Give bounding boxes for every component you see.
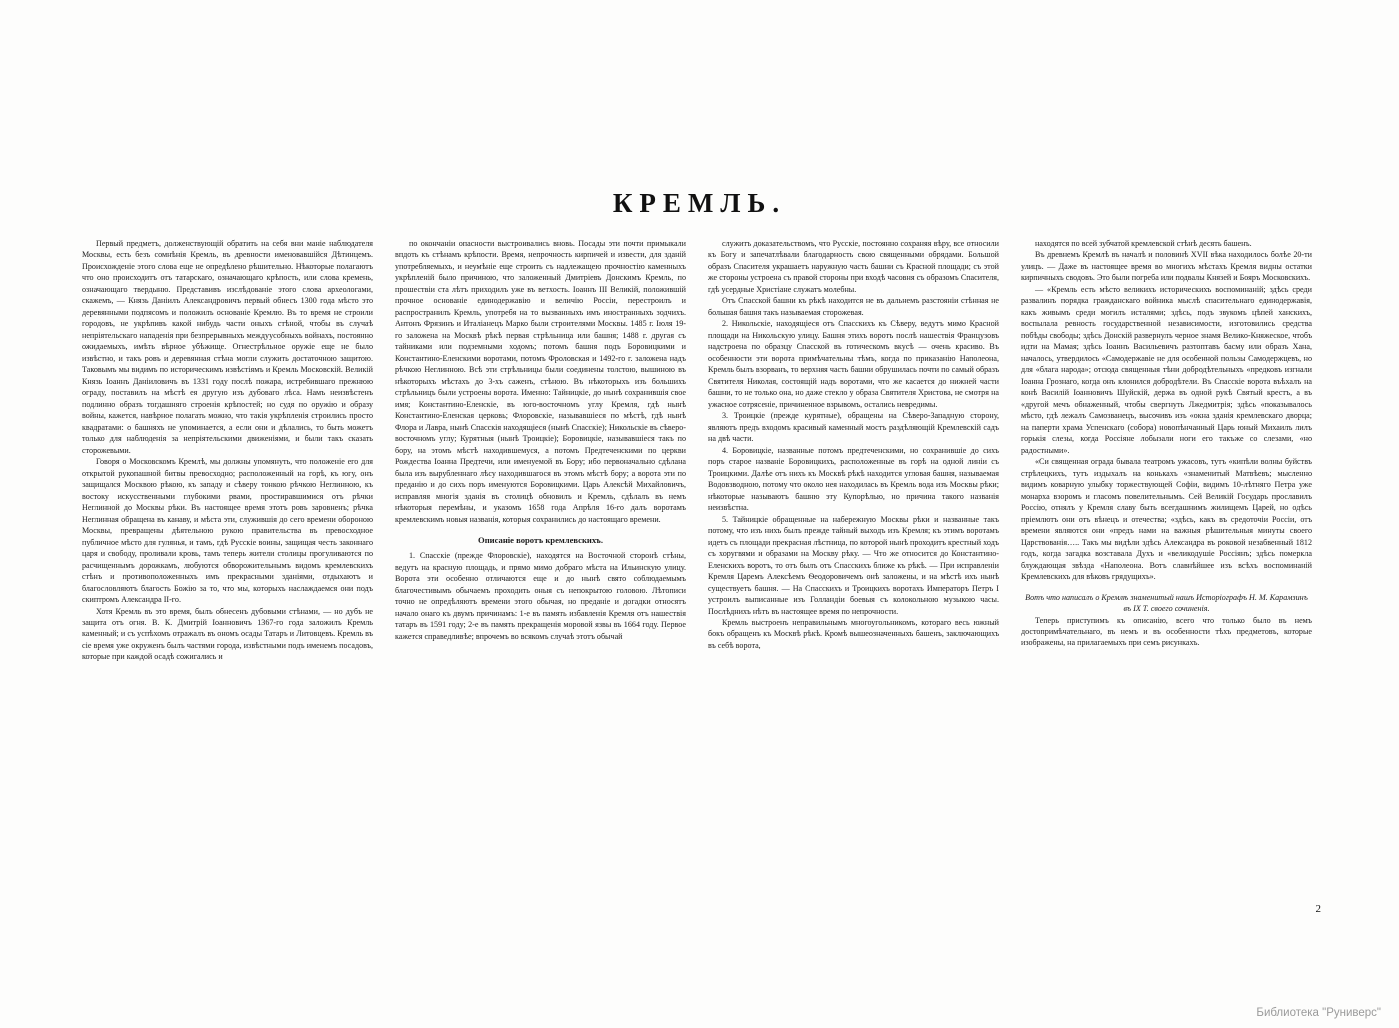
body-paragraph: Первый предметъ, долженствующiй обратить на себя вни манiе наблюдателя Москвы, есть безъ сомнѣнiя Кремль, въ древности именовавшiйся Дѣтинцемъ. Происхожденiе этого слова еще не опредѣлено рѣшительно. Нѣкоторые полагаютъ что оно происходитъ отъ татарскаго, означающаго крѣпость, или слова кремень, означающаго твердыню. Представивъ изслѣдованiе этого слова археологами, скажемъ, — Князь Данiилъ Александровичъ первый обнесъ 1300 года мѣсто это деревянными подпясомъ и положилъ основанiе Кремлю. Въ то время не строили городовъ, не укрѣпивъ какой нибудь части оныхъ стѣной, чтобы въ случаѣ непрiятельскаго нападенiя при безпрерывныхъ междуусобныхъ войнахъ, постоянно ожидаемыхъ, имѣть вѣрное убѣжище. Огнестрѣльное оружiе еще не было извѣстно, и такъ ровъ и деревянная стѣна могли служить достаточною защитою. Таковымъ мы видимъ по историческимъ извѣстiямъ и Кремль Московскiй. Великiй Князь Iоаннъ Данiиловичъ въ 1331 году послѣ пожара, истребившаго прежнюю ограду, поставилъ на мѣстѣ ея другую изъ дубоваго лѣса. Намъ неизвѣстенъ подлинно образъ тогдашняго строенiя крѣпостей; но судя по оружiю и образу войны, кажется, навѣрное полагать можно, что такiя укрѣпленiя строились просто квадратами: о башняхъ не упоминается, а если они и дѣлались, то быть можетъ только для наблюденiя за непрiятельскими движенiями, и были такъ сказать сторожевыми. bbox=[82, 239, 373, 455]
body-paragraph: Хотя Кремль въ это время, былъ обнесенъ дубовыми стѣнами, — но дубъ не защита отъ огня. В. К. Дмитрiй Iоанновичъ 1367-го года заложилъ Кремль каменный; и съ успѣхомъ отражалъ въ ономъ осады Татаръ и Литовцевъ. Кремль въ сiе время уже окруженъ былъ частями города, извѣстными подъ именемъ посадовъ, которые при каждой осадѣ сожигались и bbox=[82, 606, 373, 662]
body-paragraph: Въ древнемъ Кремлѣ въ началѣ и половинѣ XVII вѣка находилось болѣе 20-ти улицъ. — Даже въ настоящее время во многихъ мѣстахъ Кремля видны остатки кирпичныхъ сводовъ. Это были погреба или подвалы Князей и Бояръ Московскихъ. bbox=[1021, 250, 1312, 283]
body-paragraph: — «Кремль есть мѣсто великихъ историческихъ воспоминанiй; здѣсь среди развалинъ порядка гражданскаго войника мыслѣ спасительнаго единодержавiя, какъ живымъ среди могилъ исталями; здѣсь, подъ звукомъ цѣпей ханскихъ, воспылала ревность государственной независимости, изготовились средства побѣды свободы; здѣсь Донскiй развернулъ черное знамя Велико-Княжеское, чтобъ идти на Мамая; здѣсь Iоаннъ Васильевичъ разтоптавъ басму или образъ Хана, началось, утвердилось «Самодержавiе не для особенной пользы Самодержцевъ, но для «блага народа»; отсюда священныя тѣни добродѣтельныхъ «предковъ изгнали Iоанна Грознаго, когда онъ клонился добродѣтели. Въ Спасскiе ворота въѣхалъ на конѣ Василiй Iоанновичъ Шуйскiй, держа въ одной рукѣ Святый крестъ, а въ «другой мечъ обнаженный, чтобы свергнуть Лжедмитрiя; здѣсь «показывалось мѣсто, гдѣ лежалъ Самозванецъ, высочивъ изъ «окна зданiя кремлевскаго дворца; на паперти храма Успенскаго (собора) новопѣнчанный Царь юный Михаилъ лилъ горькiя слезы, когда Россiяне лобызали ноги его такъже со слезами, «но радостными». bbox=[1021, 284, 1312, 455]
section-heading: Описанiе воротъ кремлевскихъ. bbox=[478, 535, 603, 546]
body-paragraph: служитъ доказательствомъ, что Русскiе, постоянно сохраняя вѣру, все относили къ Богу и запечатлѣвали благодарность свою священными обрядами. Большой образъ Спасителя украшаетъ наружную часть башни съ Красной площади; съ этой же стороны устроена съ правой стороны при входѣ часовня съ образомъ Спасителя, гдѣ усердные Христiане служатъ молебны. bbox=[708, 239, 999, 294]
column-1 bbox=[82, 238, 373, 663]
body-paragraph: Кремль выстроенъ неправильнымъ многоугольникомъ, котораго весь южный бокъ обращенъ къ Москвѣ рѣкѣ. Кромѣ вышеозначенныхъ башенъ, заключающихъ въ себѣ ворота, bbox=[708, 617, 999, 650]
body-paragraph: «Си священная ограда бывала театромъ ужасовъ, тутъ «кипѣли волны буйствъ стрѣлецкихъ, тутъ издыхалъ на конькахъ «знаменитый Матвѣевъ; мысленно видимъ коварную улыбку торжествующей Софiи, видимъ 10-лѣтняго Петра уже монарха взоромъ и гласомъ повелительнымъ. Сей Великiй Государь прославилъ Россiю, отнялъ у Кремля славу быть всегдашнимъ жилищемъ Царей, но одѣсь прiемлютъ они отъ вѣнецъ и отечества; «здѣсь, какъ въ средоточiи Россiи, отъ времени являются они «предъ нами на важныя рѣшительныя минуты своего Царствованiя….. Такъ мы видѣли здѣсь Александра въ роковой незабвенный 1812 годъ, когда загадка возставала Духъ и «великодушiе Россiянъ; здѣсь померкла блуждающая звѣзда «Наполеона. Вотъ славнѣйшее изъ всѣхъ воспоминанiй Кремлевскихъ для вѣковъ грядущихъ». bbox=[1021, 457, 1312, 582]
attribution-note: Вотъ что написалъ о Кремлѣ знаменитый нашъ Исторiографъ Н. М. Карамзинъ въ IX Т. своего сочиненiя. bbox=[1025, 592, 1308, 614]
column-3 bbox=[708, 238, 999, 663]
column-2 bbox=[395, 238, 686, 663]
body-paragraph: 4. Боровицкiе, названные потомъ предтеченскими, но сохранившiе до сихъ поръ старое названiе Боровицкихъ, расположенные въ горѣ на одной линiи съ Троицкими. Далѣе отъ нихъ къ Москвѣ рѣкѣ находится угловая башня, называемая Водовзводною, потому что около нея находилась въ Кремль вода изъ Москвы рѣки; нѣкоторые называютъ башню эту Купорѣлью, но причина такого названiя неизвѣстна. bbox=[708, 445, 999, 513]
body-paragraph: 2. Никольскiе, находящiеся отъ Спасскихъ къ Сѣверу, ведутъ мимо Красной площади на Никольскую улицу. Башня этихъ воротъ послѣ нашествiя Французовъ надстроена по образцу Спасской въ готическомъ вкусѣ — очень красиво. Въ особенности эти ворота примѣчательны тѣмъ, когда по приказанiю Наполеона, Кремль былъ взорванъ, то верхняя часть башни обрушилась почти по самый образъ Святителя Николая, состоящiй надъ воротами, что же касается до нижней части башни, то не только она, но даже стекло у образа Святителя Христова, не смотря на ужасное сотрясенiе, причиненное взрывомъ, остались невредимы. bbox=[708, 319, 999, 409]
page-number: 2 bbox=[1315, 903, 1321, 915]
body-paragraph: 1. Спасскiе (прежде Флоровскiе), находятся на Восточной сторонѣ стѣны, ведутъ на красную площадь, и прямо мимо добраго мѣста на Ильинскую улицу. Ворота эти особенно отличаются еще и до нынѣ свято соблюдаемымъ благочестивымъ обычаемъ проходить оныя съ непокрытою головою. Лѣтописи точно не опредѣляютъ времени этого обычая, но преданiе и догадки относятъ начало онаго къ двумъ причинамъ: 1-е въ память избавленiя Кремля отъ нашествiя татаръ въ 1591 году; 2-е въ память прекращенiя моровой язвы въ 1664 году. Первое кажется справедливѣе; впрочемъ во всякомъ случаѣ этотъ обычай bbox=[395, 551, 686, 641]
body-paragraph: Теперь приступимъ къ описанiю, всего что только было въ немъ достопримѣчательнаго, въ немъ и въ особенности тѣхъ предметовъ, которые изображены, на прилагаемыхъ при семъ рисункахъ. bbox=[1021, 615, 1312, 648]
body-paragraph: Говоря о Московскомъ Кремлѣ, мы должны упомянуть, что положенiе его для открытой рукопашной битвы превосходно; расположенный на горѣ, къ югу, онъ защищался Москвою рѣкою, къ западу и сѣверу тонкою рѣчкою Неглинною, къ востоку искусственными глубокими рвами, простиравшимися отъ рѣчки Неглинной до Москвы рѣки. Въ настоящее время этотъ ровъ заровненъ; рѣчка Неглинная обращена въ канаву, и мѣста эти, служившiя до сего времени обороною Москвы, превращены дѣятельною рукою правительства въ превосходное публичное мѣсто для гулянья, и тамъ, гдѣ Русскiе воины, защищая честь законнаго царя и свободу, проливали кровь, тамъ теперь жители столицы прогуливаются по расчищеннымъ дорожкамъ, любуются обворожительнымъ видомъ кремлевскихъ стѣнъ и противоположенныхъ имъ прекрасными зданiями, отдыхаютъ и благословляютъ благость Божiю за то, что мы, которыхъ наслаждаемся они подъ скиптромъ Александра II-го. bbox=[82, 457, 373, 605]
body-paragraph: находятся по всей зубчатой кремлевской стѣнѣ десять башенъ. bbox=[1035, 239, 1252, 248]
body-paragraph: Отъ Спасской башни къ рѣкѣ находится не въ дальнемъ разстоянiи стѣнная не большая башня такъ называемая сторожевая. bbox=[708, 296, 999, 317]
library-watermark: Библиотека "Руниверс" bbox=[1256, 1007, 1381, 1019]
body-paragraph: по окончанiи опасности выстроивались вновь. Посады эти почти примыкали впдоть къ стѣнамъ крѣпости. Время, непрочность кирпичей и извести, для зданiй употребляемыхъ, и неумѣнiе еще строить съ надлежащею прочностiю каменныхъ укрѣпленiй было причиною, что заложенный Дмитрiевъ Донскимъ Кремль, по прошествiи ста лѣтъ приходилъ уже въ ветхость. Iоаннъ III Великiй, положившiй прочное основанiе единодержавiю и величiю Россiи, перестроилъ и распространилъ Кремль, употребя на то вызванныхъ имъ иностранныхъ зодчихъ. Антонъ Фрязинъ и Италiанецъ Марко были строителями Москвы. 1485 г. Iюля 19-го заложена на Москвѣ рѣкѣ первая стрѣльница или башня; 1488 г. другая съ тайниками или подземными ходомъ; потомъ башня подъ Боровицкими и Константино-Еленскими воротами, потомъ Фроловская и 1492-го г. заложена надъ рѣчкою Неглинною. Всѣ эти стрѣльницы были соединены толстою, вышиною въ нѣкоторыхъ мѣстахъ до 3-хъ саженъ, стѣною. Въ нѣкоторыхъ изъ большихъ стрѣльницъ были устроены ворота. Именно: Тайницкiе, до нынѣ сохранившiя свое имя; Константино-Еленскiе, въ юго-восточномъ углу Кремля, гдѣ нынѣ Константино-Еленская церковь; Флоровскiе, называвшiеся по мѣстѣ, гдѣ нынѣ Флора и Лавра, нынѣ Спасскiя находящiеся (нынѣ Спасскiе); Никольскiе въ сѣверо-восточномъ углу; Курятныя (нынѣ Троицкiе); Боровицкiе, называвшiеся такъ по бору, на этомъ мѣстѣ находившемуся, а потомъ Предтеченскими по церкви Рождества Iоанна Предтечи, или именуемой въ Бору; ибо первоначально сдѣлана была изъ вырубленнаго лѣсу находившагося въ этомъ мѣстѣ бору; а ворота эти по преданiю и до сихъ поръ именуются Боровицкими. Царь Алексѣй Михайловичъ, исправляя многiя зданiя въ столицѣ обновилъ и Кремль, сдѣлалъ въ немъ нѣкоторыя перемѣны, и указомъ 1658 года Апрѣля 16-го далъ воротамъ кремлевскимъ новыя названiя, которыя сохранились до настоящаго времени. bbox=[395, 239, 686, 524]
column-4 bbox=[1021, 238, 1312, 663]
body-paragraph: 5. Тайницкiе обращенные на набережную Москвы рѣки и названные такъ потому, что изъ нихъ былъ прежде тайный выходъ изъ Кремля; къ этимъ воротамъ идетъ съ площади прекрасная лѣстница, по которой нынѣ проходитъ крестный ходъ съ хоругвями и образами на Москву рѣку. — Что же относится до Константино-Еленскихъ воротъ, то отъ былъ отъ Спасскихъ ближе къ рѣкѣ. — При исправленiи Кремля Царемъ Алексѣемъ Ѳеодоровичемъ онѣ заложены, и на мѣстѣ ихъ нынѣ существуетъ башня. — На Спасскихъ и Троицкихъ воротахъ Императоръ Петръ I устроилъ выписанные изъ Голландiи боевыя съ колокольною музыкою часы. Послѣднихъ нѣтъ въ настоящее время по непрочности. bbox=[708, 514, 999, 616]
body-paragraph: 3. Троицкiе (прежде курятные), обращены на Сѣверо-Западную сторону, являютъ предъ входомъ красивый каменный мостъ раздѣляющiй Кремлевскiй садъ на двѣ части. bbox=[708, 411, 999, 444]
text-columns bbox=[82, 238, 1322, 663]
page-title: КРЕМЛЬ. bbox=[612, 188, 787, 218]
